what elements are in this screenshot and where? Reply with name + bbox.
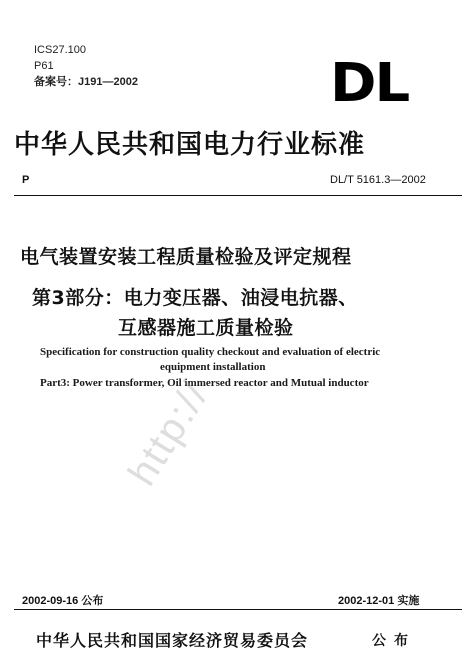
record-number: 备案号：J191—2002 (34, 76, 138, 88)
publisher-name: 中华人民共和国国家经济贸易委员会 (36, 631, 309, 650)
publish-label: 公布 (372, 633, 416, 649)
classification-letter: P (22, 174, 30, 186)
bottom-divider (14, 609, 462, 610)
english-title-line-3: Part3: Power transformer, Oil immersed reactor and Mutual inductor (40, 377, 369, 389)
url-watermark: http:// (120, 373, 218, 494)
industry-standard-title: 中华人民共和国电力行业标准 (14, 130, 366, 160)
ccs-code: P61 (34, 60, 54, 72)
title-line-1: 电气装置安装工程质量检验及评定规程 (20, 246, 352, 268)
english-title-line-2: equipment installation (160, 361, 266, 373)
title-line-3: 互感器施工质量检验 (118, 317, 294, 339)
effective-date: 2002-12-01 实施 (338, 595, 420, 607)
dl-logo: DL (330, 52, 409, 115)
issue-date: 2002-09-16 公布 (22, 595, 104, 607)
standard-number: DL/T 5161.3—2002 (330, 174, 426, 186)
ics-code: ICS27.100 (34, 44, 86, 56)
title-line-2: 第3部分：电力变压器、油浸电抗器、 (32, 287, 358, 309)
top-divider (14, 195, 462, 196)
english-title-line-1: Specification for construction quality checkout and evaluation of electric (40, 346, 381, 358)
